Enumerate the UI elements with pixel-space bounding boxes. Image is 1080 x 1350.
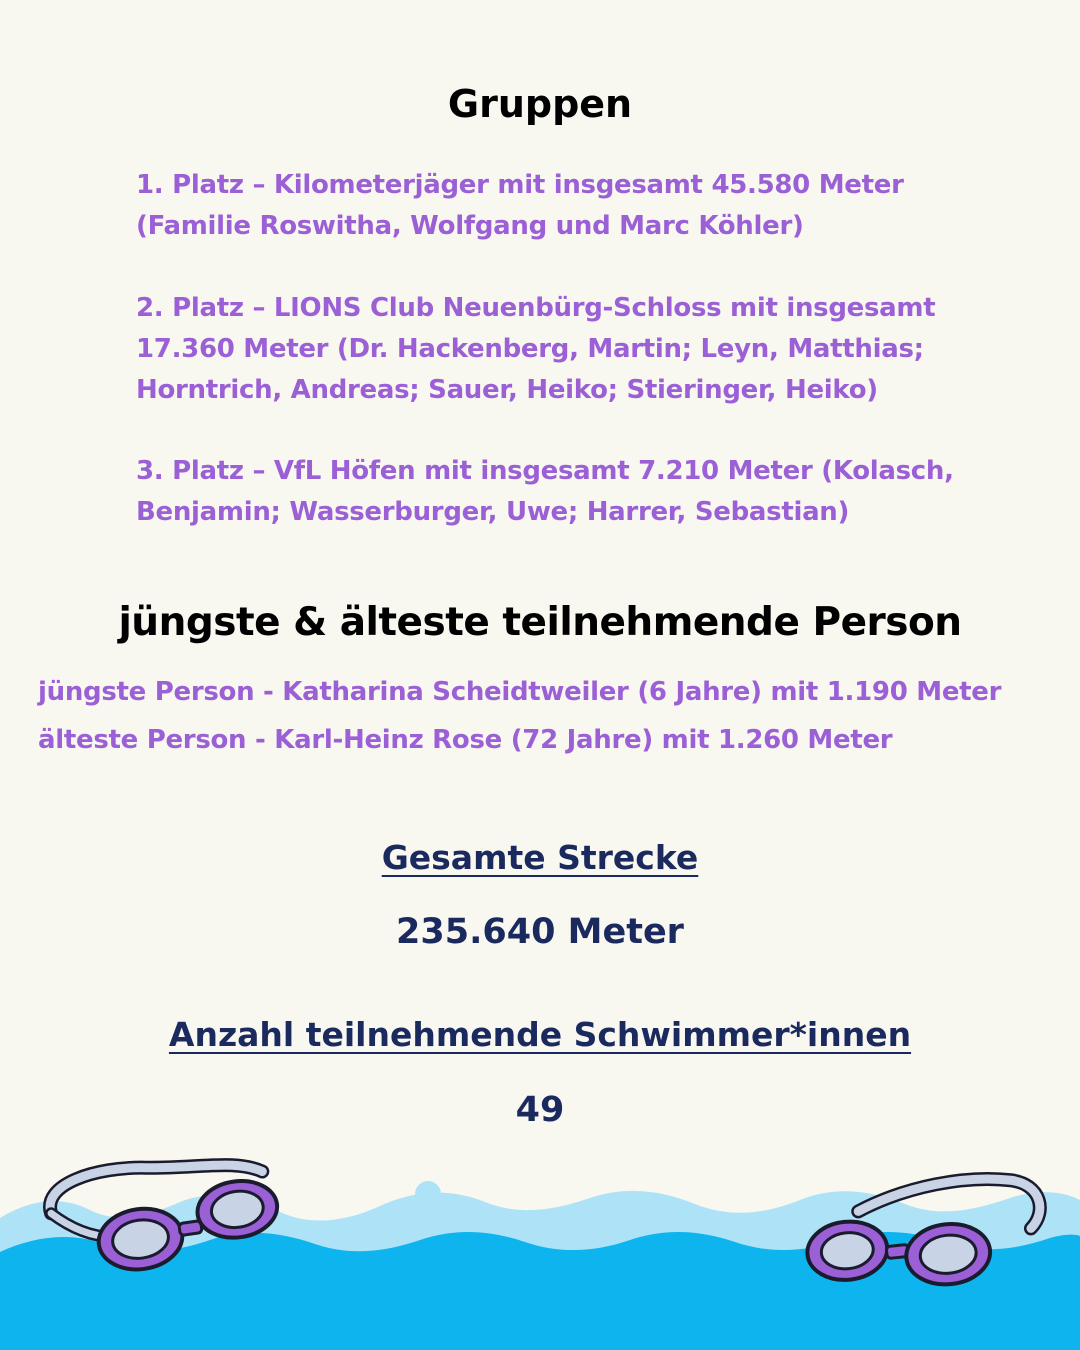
groups-heading: Gruppen: [447, 82, 633, 126]
entry-line: 2. Platz – LIONS Club Neuenbürg-Schloss mit insgesamt: [136, 293, 936, 323]
group-entry-first-place: [136, 165, 1036, 247]
swimmer-count-value: 49: [515, 1090, 565, 1130]
entry-line: 3. Platz – VfL Höfen mit insgesamt 7.210 Meter (Kolasch,: [136, 456, 954, 486]
persons-heading: jüngste & älteste teilnehmende Person: [118, 600, 962, 645]
entry-line: 17.360 Meter (Dr. Hackenberg, Martin; Leyn, Matthias;: [136, 334, 924, 364]
swimmer-count-label: Anzahl teilnehmende Schwimmer*innen: [168, 1015, 912, 1054]
total-distance-label: Gesamte Strecke: [381, 838, 699, 877]
entry-line: (Familie Roswitha, Wolfgang und Marc Köhler): [136, 211, 804, 241]
entry-line: Benjamin; Wasserburger, Uwe; Harrer, Sebastian): [136, 497, 850, 527]
youngest-person: jüngste Person - Katharina Scheidtweiler (6 Jahre) mit 1.190 Meter: [38, 677, 1002, 707]
total-distance-value: 235.640 Meter: [396, 912, 684, 952]
entry-line: 1. Platz – Kilometerjäger mit insgesamt 45.580 Meter: [136, 170, 904, 200]
water-drop: [415, 1181, 441, 1207]
oldest-person: älteste Person - Karl-Heinz Rose (72 Jahre) mit 1.260 Meter: [38, 725, 893, 755]
group-entry-third-place: [136, 451, 1036, 533]
water-decoration: [0, 1140, 1080, 1350]
entry-line: Horntrich, Andreas; Sauer, Heiko; Stieringer, Heiko): [136, 375, 878, 405]
group-entry-second-place: [136, 288, 1036, 411]
